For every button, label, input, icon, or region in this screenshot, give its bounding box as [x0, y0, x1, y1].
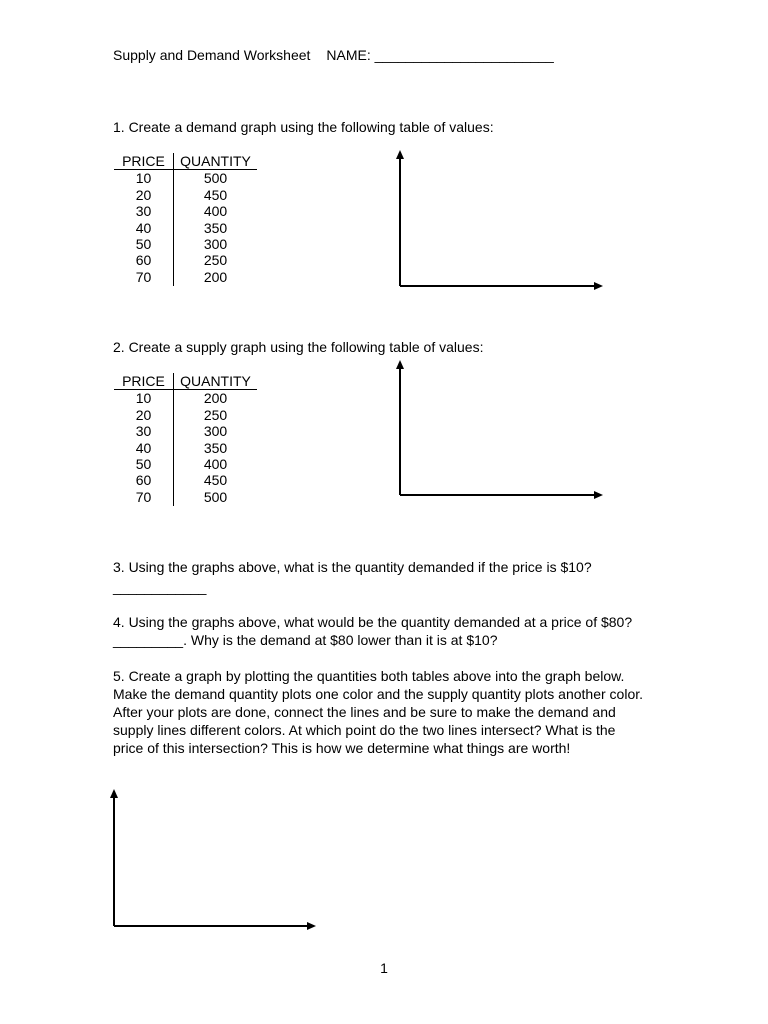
combined-graph-axes — [104, 786, 329, 934]
question-3-answer-blank: ____________ — [113, 579, 207, 595]
supply-graph-axes — [390, 358, 610, 503]
price-cell: 30 — [114, 203, 174, 219]
demand-table — [114, 153, 257, 286]
quantity-header: QUANTITY — [174, 373, 258, 390]
table-row — [114, 407, 257, 423]
quantity-cell: 350 — [203, 439, 228, 456]
quantity-cell: 450 — [203, 472, 228, 489]
table-row — [114, 423, 257, 439]
table-row — [114, 252, 257, 268]
question-1-text: 1. Create a demand graph using the following table of values: — [113, 119, 494, 135]
name-field-label: NAME: _______________________ — [326, 47, 554, 63]
price-header: PRICE — [114, 153, 174, 170]
question-3-text: 3. Using the graphs above, what is the quantity demanded if the price is $10? — [113, 559, 592, 575]
x-axis-arrow-icon — [307, 922, 316, 930]
price-cell: 70 — [114, 489, 174, 506]
worksheet-title: Supply and Demand Worksheet — [113, 47, 311, 63]
price-cell: 10 — [114, 170, 174, 187]
table-row — [114, 489, 257, 506]
price-cell: 70 — [114, 269, 174, 286]
y-axis-arrow-icon — [396, 150, 404, 159]
table-row — [114, 456, 257, 472]
table-row — [114, 440, 257, 456]
price-cell: 50 — [114, 456, 174, 472]
quantity-cell: 400 — [203, 456, 228, 473]
quantity-cell: 250 — [203, 406, 228, 423]
price-cell: 20 — [114, 407, 174, 423]
price-cell: 60 — [114, 252, 174, 268]
quantity-cell: 250 — [203, 252, 228, 269]
quantity-header: QUANTITY — [174, 153, 258, 170]
table-row — [114, 236, 257, 252]
quantity-cell: 300 — [203, 236, 228, 253]
table-row — [114, 269, 257, 286]
quantity-cell: 500 — [203, 489, 228, 506]
y-axis-arrow-icon — [396, 360, 404, 369]
quantity-cell: 350 — [203, 219, 228, 236]
quantity-cell: 450 — [203, 186, 228, 203]
price-header: PRICE — [114, 373, 174, 390]
demand-graph-axes — [390, 148, 610, 293]
quantity-cell: 500 — [203, 170, 228, 187]
price-cell: 30 — [114, 423, 174, 439]
page-number: 1 — [380, 960, 388, 976]
worksheet-header — [113, 47, 554, 63]
quantity-cell: 400 — [203, 203, 228, 220]
quantity-cell: 300 — [203, 423, 228, 440]
table-row — [114, 203, 257, 219]
price-cell: 40 — [114, 440, 174, 456]
x-axis-arrow-icon — [594, 491, 603, 499]
question-2-text: 2. Create a supply graph using the following table of values: — [113, 339, 484, 355]
price-cell: 60 — [114, 472, 174, 488]
question-4-text: 4. Using the graphs above, what would be the quantity demanded at a price of $80? _________. Why is the demand at $80 lower than it is at $10? — [113, 614, 633, 648]
table-row — [114, 220, 257, 236]
x-axis-arrow-icon — [594, 282, 603, 290]
table-row — [114, 472, 257, 488]
supply-table — [114, 373, 257, 506]
quantity-cell: 200 — [203, 390, 228, 407]
price-cell: 40 — [114, 220, 174, 236]
table-row — [114, 170, 257, 187]
quantity-cell: 200 — [203, 269, 228, 286]
price-cell: 50 — [114, 236, 174, 252]
table-row — [114, 187, 257, 203]
y-axis-arrow-icon — [110, 789, 118, 798]
price-cell: 20 — [114, 187, 174, 203]
question-5-text: 5. Create a graph by plotting the quantities both tables above into the graph below. Make the demand quantity plots one color and the supply quantity plots another color. After your plots are done, connect the lines and be sure to make the demand and supply lines different colors. At which point do the two lines intersect? What is the price of this intersection? This is how we determine what things are worth! — [113, 668, 644, 756]
table-row — [114, 390, 257, 407]
price-cell: 10 — [114, 390, 174, 407]
